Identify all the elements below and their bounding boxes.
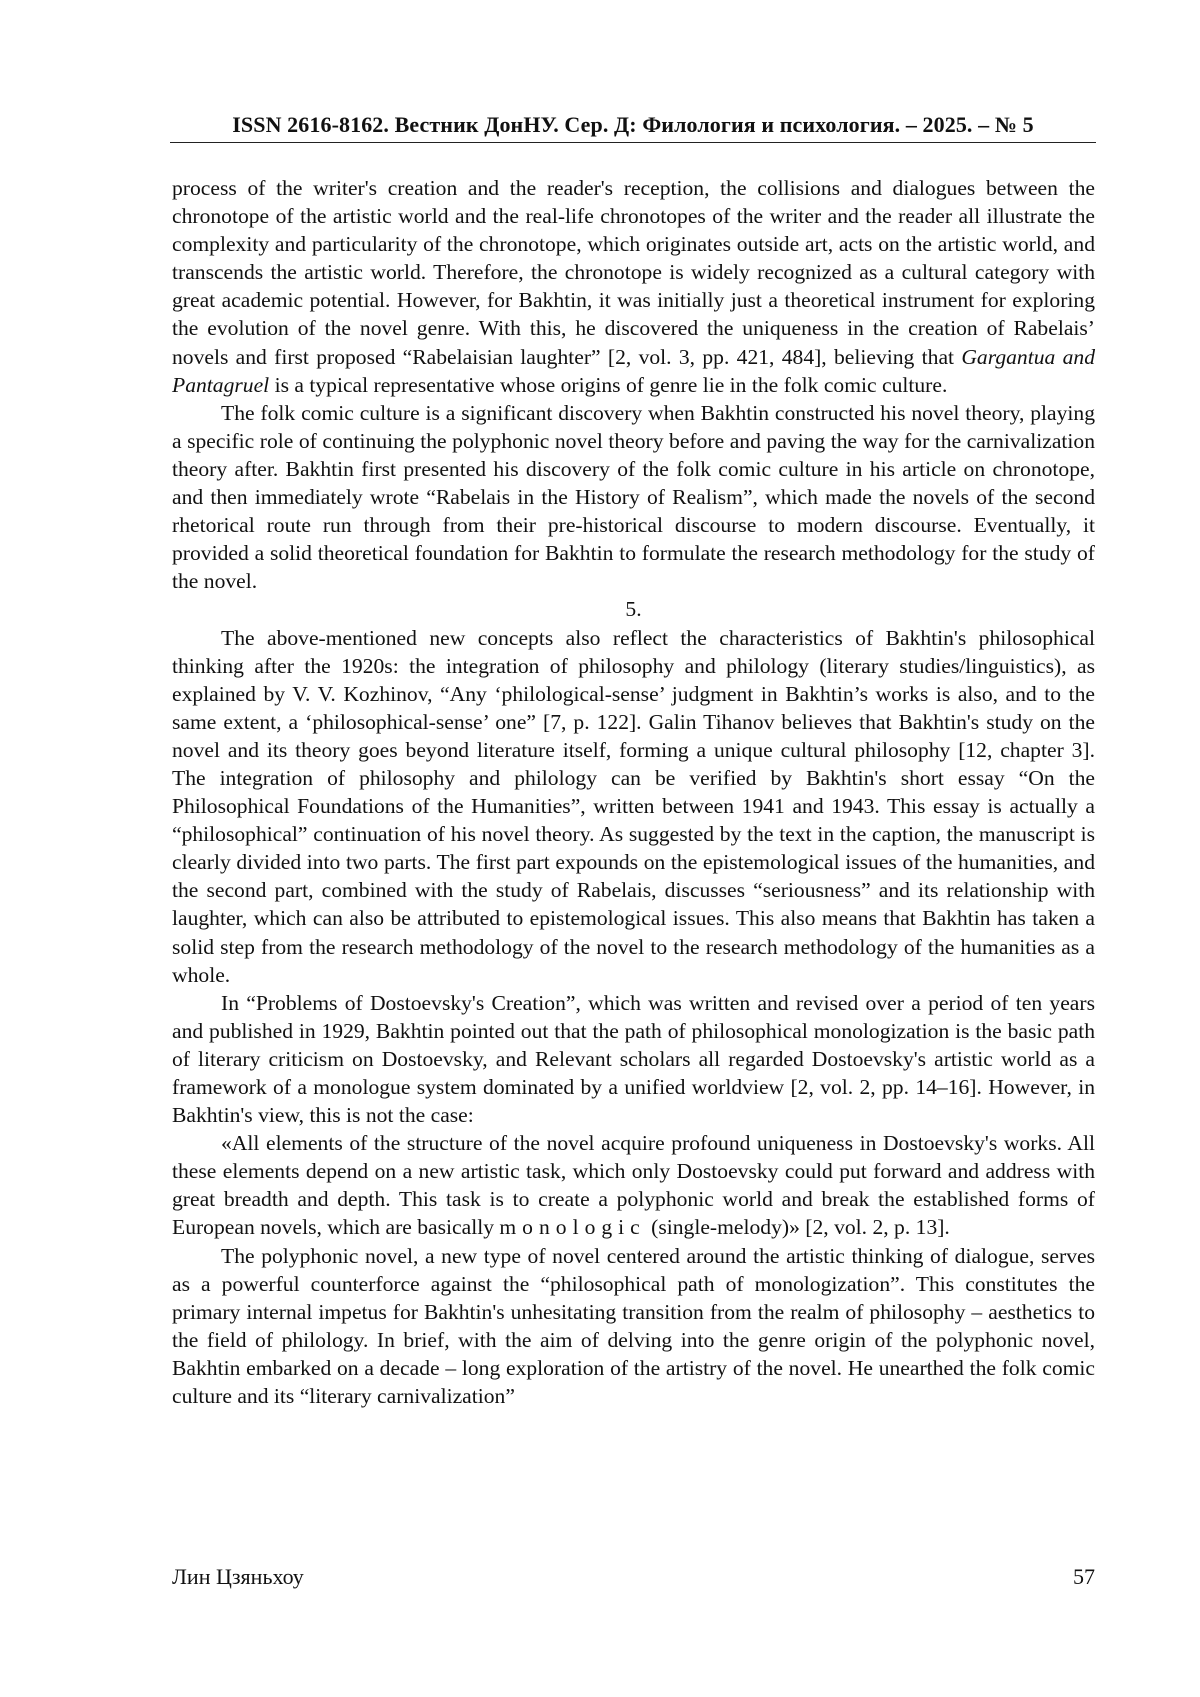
quote-spaced-word: monologic	[499, 1215, 646, 1240]
paragraph-4: In “Problems of Dostoevsky's Creation”, which was written and revised over a period of ten years and published in 1929, Bakhtin pointed out that the path of philosophical monologization is the basic path of literary criticism on Dostoevsky, and Relevant scholars all regarded Dostoevsky's artistic world as a framework of a monologue system dominated by a unified worldview [2, vol. 2, pp. 14–16]. However, in Bakhtin's view, this is not the case:	[172, 990, 1095, 1128]
paragraph-1-text-b: is a typical representative whose origins of genre lie in the folk comic culture.	[269, 372, 948, 397]
page-footer	[172, 1564, 1095, 1590]
paragraph-1-title-italic: Gargantua and Pantagruel	[172, 344, 1095, 397]
footer-author: Лин Цзяньхоу	[172, 1564, 304, 1589]
paragraph-1-text-a: process of the writer's creation and the reader's reception, the collisions and dialogues between the chronotope of the artistic world and the real-life chronotopes of the writer and the reader all illustrate the complexity and particularity of the chronotope, which originates outside art, acts on the artistic world, and transcends the artistic world. Therefore, the chronotope is widely recognized as a cultural category with great academic potential. However, for Bakhtin, it was initially just a theoretical instrument for exploring the evolution of the novel genre. With this, he discovered the uniqueness in the creation of Rabelais’ novels and first proposed “Rabelaisian laughter” [2, vol. 3, pp. 421, 484], believing that	[172, 176, 1095, 369]
paragraph-3: The above-mentioned new concepts also reflect the characteristics of Bakhtin's philosophical thinking after the 1920s: the integration of philosophy and philology (literary studies/linguistics), as explained by V. V. Kozhinov, “Any ‘philological-sense’ judgment in Bakhtin’s works is also, and to the same extent, a ‘philosophical-sense’ one” [7, p. 122]. Galin Tihanov believes that Bakhtin's study on the novel and its theory goes beyond literature itself, forming a unique cultural philosophy [12, chapter 3]. The integration of philosophy and philology can be verified by Bakhtin's short essay “On the Philosophical Foundations of the Humanities”, written between 1941 and 1943. This essay is actually a “philosophical” continuation of his novel theory. As suggested by the text in the caption, the manuscript is clearly divided into two parts. The first part expounds on the epistemological issues of the humanities, and the second part, combined with the study of Rabelais, discusses “seriousness” and its relationship with laughter, which can also be attributed to epistemological issues. This also means that Bakhtin has taken a solid step from the research methodology of the novel to the research methodology of the humanities as a whole.	[172, 625, 1095, 987]
section-number: 5.	[625, 597, 642, 622]
quote-text-b: (single-melody)» [2, vol. 2, p. 13].	[645, 1215, 950, 1240]
journal-header: ISSN 2616-8162. Вестник ДонНУ. Сер. Д: Филология и психология. – 2025. – № 5	[170, 112, 1096, 143]
article-body	[172, 174, 1095, 1410]
paragraph-6: The polyphonic novel, a new type of novel centered around the artistic thinking of dialogue, serves as a powerful counterforce against the “philosophical path of monologization”. This constitutes the primary internal impetus for Bakhtin's unhesitating transition from the realm of philosophy – aesthetics to the field of philology. In brief, with the aim of delving into the genre origin of the polyphonic novel, Bakhtin embarked on a decade – long exploration of the artistry of the novel. He unearthed the folk comic culture and its “literary carnivalization”	[172, 1243, 1095, 1409]
paragraph-2: The folk comic culture is a significant discovery when Bakhtin constructed his novel theory, playing a specific role of continuing the polyphonic novel theory before and paving the way for the carnivalization theory after. Bakhtin first presented his discovery of the folk comic culture in his article on chronotope, and then immediately wrote “Rabelais in the History of Realism”, which made the novels of the second rhetorical route run through from their pre-historical discourse to modern discourse. Eventually, it provided a solid theoretical foundation for Bakhtin to formulate the research methodology for the study of the novel.	[172, 400, 1095, 594]
paragraph-5-quote	[172, 1129, 1095, 1241]
quote-text-a: «All elements of the structure of the novel acquire profound uniqueness in Dostoevsky's works. All these elements depend on a new artistic task, which only Dostoevsky could put forward and address with great breadth and depth. This task is to create a polyphonic world and break the established forms of European novels, which are basically	[172, 1131, 1095, 1240]
page-number: 57	[1073, 1564, 1095, 1589]
paragraph-1	[172, 174, 1095, 399]
